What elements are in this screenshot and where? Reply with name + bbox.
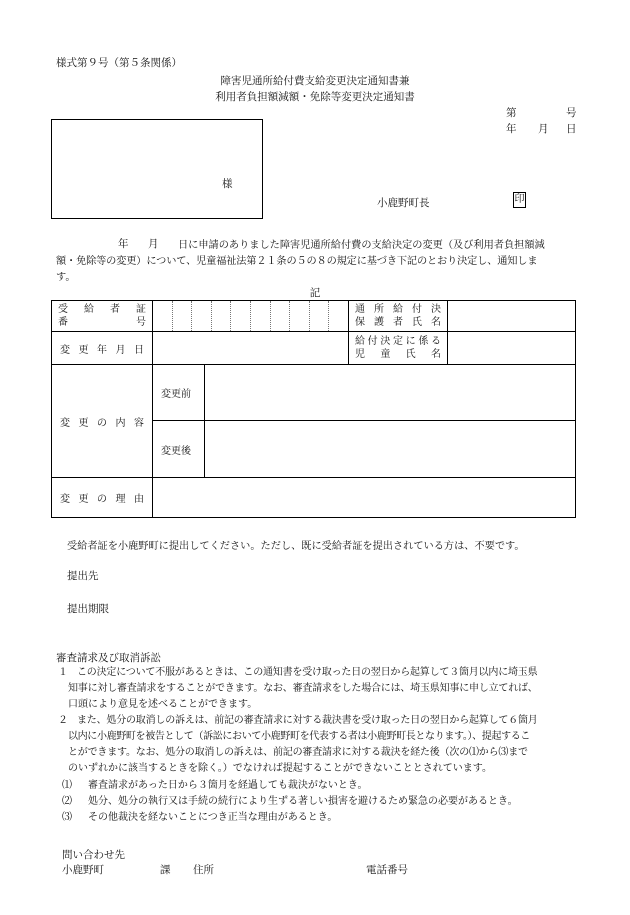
- cert-number-label: 受 給 者 証 番 号: [52, 301, 153, 332]
- guardian-name-value: [448, 301, 576, 332]
- appeal-p1-line2: 知事に対し審査請求をすることができます。なお、審査請求をした場合には、埼玉県知事に申し立てれば、: [68, 683, 538, 694]
- addressee-suffix: 様: [222, 178, 233, 190]
- before-change-value: [205, 365, 576, 421]
- decision-table: [51, 300, 576, 518]
- change-content-label: 変 更 の 内 容: [52, 365, 153, 478]
- addressee-box: [51, 119, 263, 219]
- appeal-p2-line2: 以内に小鹿野町を被告として（訴訟において小鹿野町を代表する者は小鹿野町長となります。）、提起するこ: [68, 731, 531, 742]
- appeal-p2-line3: とができます。なお、処分の取消しの訴えは、前記の審査請求に対する裁決を経た後（次の⑴から⑶まで: [68, 747, 528, 758]
- intro-month: 月: [148, 238, 159, 250]
- change-reason-value: [153, 478, 576, 518]
- cert-number-digits: [153, 301, 349, 332]
- after-change-label: 変更後: [153, 421, 205, 478]
- before-change-label: 変更前: [153, 365, 205, 421]
- contact-town: 小鹿野町: [62, 864, 104, 876]
- appeal-item3-number: ⑶: [62, 812, 72, 823]
- child-name-value: [448, 332, 576, 365]
- appeal-p1-line3: 口頭により意見を述べることができます。: [68, 699, 258, 710]
- after-change-value: [205, 421, 576, 478]
- appeal-item2-text: 処分、処分の執行又は手続の続行により生ずる著しい損害を避けるため緊急の必要があるとき。: [88, 796, 518, 807]
- submission-note: 受給者証を小鹿野町に提出してください。ただし、既に受給者証を提出されている方は、不要です。: [67, 541, 525, 552]
- intro-text-line3: す。: [56, 272, 76, 283]
- change-date-value: [153, 332, 349, 365]
- appeal-item2-number: ⑵: [62, 796, 72, 807]
- appeal-p1-line1: この決定について不服があるときは、この通知書を受け取った日の翌日から起算して３箇月以内に埼玉県: [77, 667, 538, 678]
- intro-year: 年: [118, 238, 129, 250]
- doc-number-suffix: 号: [566, 107, 577, 119]
- appeal-p1-number: １: [58, 667, 68, 678]
- document-title-line1: 障害児通所給付費支給変更決定通知書兼: [220, 75, 410, 87]
- appeal-item3-text: その他裁決を経ないことにつき正当な理由があるとき。: [88, 812, 338, 823]
- contact-address-label: 住所: [193, 864, 214, 876]
- contact-section: 課: [160, 864, 171, 876]
- change-date-label: 変 更 年 月 日: [52, 332, 153, 365]
- date-month-label: 月: [538, 123, 549, 135]
- form-number: 様式第９号（第５条関係）: [56, 57, 182, 69]
- appeal-p2-number: ２: [58, 715, 68, 726]
- change-reason-label: 変 更 の 理 由: [52, 478, 153, 518]
- appeal-item1-text: 審査請求があった日から３箇月を経過しても裁決がないとき。: [88, 780, 368, 791]
- contact-heading: 問い合わせ先: [62, 849, 125, 861]
- document-title-line2: 利用者負担額減額・免除等変更決定通知書: [215, 91, 415, 103]
- ki-marker: 記: [309, 287, 321, 299]
- seal-mark: 印: [513, 192, 526, 208]
- appeal-item1-number: ⑴: [62, 780, 72, 791]
- contact-phone-label: 電話番号: [366, 864, 408, 876]
- date-year-label: 年: [506, 123, 517, 135]
- child-name-label: 給付決定に係る 児 童 氏 名: [349, 332, 448, 365]
- appeal-heading: 審査請求及び取消訴訟: [56, 652, 161, 664]
- intro-text-line2: 額・免除等の変更）について、児童福祉法第２１条の５の８の規定に基づき下記のとおり決定し、通知しま: [56, 256, 538, 267]
- submit-to-label: 提出先: [67, 570, 99, 582]
- appeal-p2-line1: また、処分の取消しの訴えは、前記の審査請求に対する裁決書を受け取った日の翌日から起算して６箇月: [77, 715, 538, 726]
- date-day-label: 日: [566, 123, 577, 135]
- guardian-name-label: 通 所 給 付 決 保 護 者 氏 名: [349, 301, 448, 332]
- issuer-name: 小鹿野町長: [377, 197, 430, 209]
- appeal-p2-line4: のいずれかに該当するときを除く。）でなければ提起することができないこととされています。: [68, 763, 492, 774]
- submit-deadline-label: 提出期限: [67, 603, 109, 615]
- intro-text-line1: 日に申請のありました障害児通所給付費の支給決定の変更（及び利用者負担額減: [178, 240, 545, 251]
- doc-number-label: 第: [506, 107, 517, 119]
